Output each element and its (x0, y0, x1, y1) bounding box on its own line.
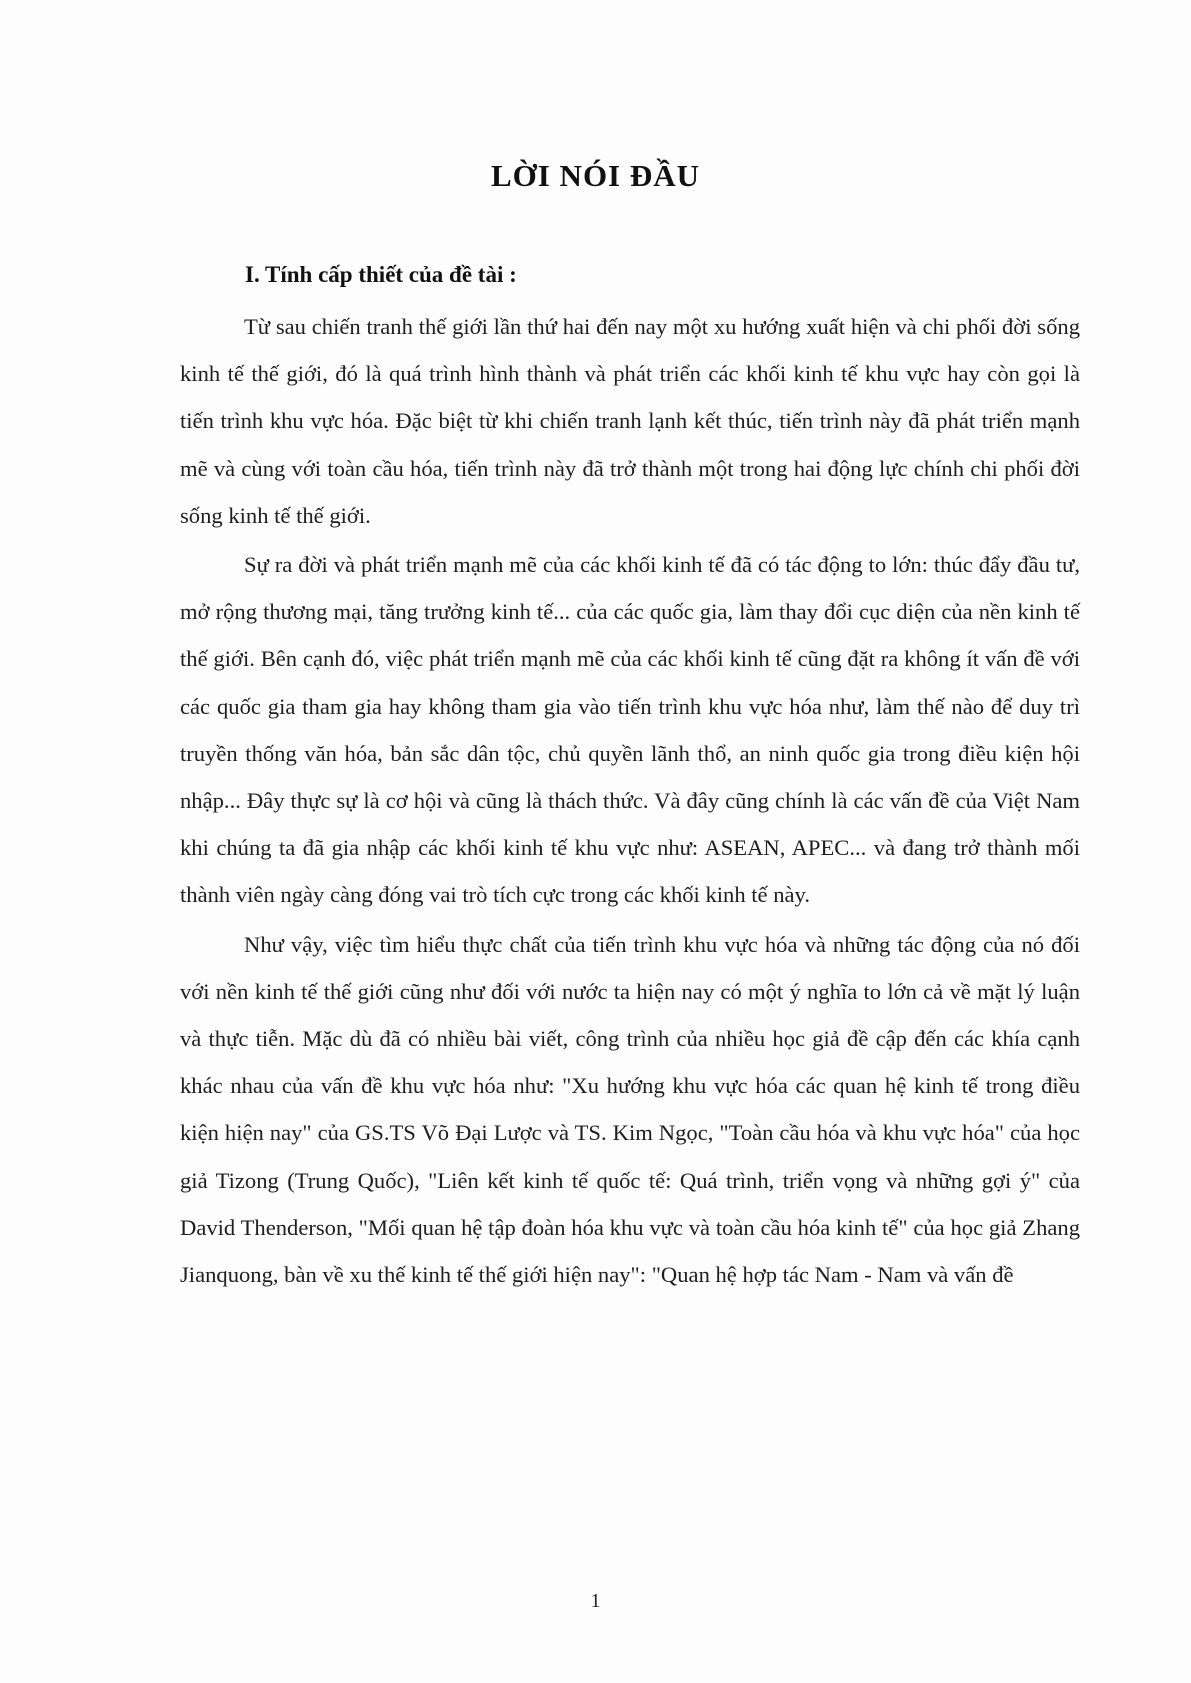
paragraph-2: Sự ra đời và phát triển mạnh mẽ của các khối kinh tế đã có tác động to lớn: thúc đẩy đầu tư, mở rộng thương mại, tăng trưởng kinh tế... của các quốc gia, làm thay đổi cục diện của nền kinh tế thế giới. Bên cạnh đó, việc phát triển mạnh mẽ của các khối kinh tế cũng đặt ra không ít vấn đề với các quốc gia tham gia hay không tham gia vào tiến trình khu vực hóa như, làm thế nào để duy trì truyền thống văn hóa, bản sắc dân tộc, chủ quyền lãnh thổ, an ninh quốc gia trong điều kiện hội nhập... Đây thực sự là cơ hội và cũng là thách thức. Và đây cũng chính là các vấn đề của Việt Nam khi chúng ta đã gia nhập các khối kinh tế khu vực như: ASEAN, APEC... và đang trở thành mối thành viên ngày càng đóng vai trò tích cực trong các khối kinh tế này. (180, 552, 1080, 908)
page-title: LỜI NÓI ĐẦU (490, 158, 701, 193)
page-number: 1 (590, 1590, 601, 1612)
body-text (180, 303, 1080, 1298)
section-heading: I. Tính cấp thiết của đề tài : (245, 262, 517, 287)
paragraph-3: Như vậy, việc tìm hiểu thực chất của tiến trình khu vực hóa và những tác động của nó đối với nền kinh tế thế giới cũng như đối với nước ta hiện nay có một ý nghĩa to lớn cả về mặt lý luận và thực tiễn. Mặc dù đã có nhiều bài viết, công trình của nhiều học giả đề cập đến các khía cạnh khác nhau của vấn đề khu vực hóa như: "Xu hướng khu vực hóa các quan hệ kinh tế trong điều kiện hiện nay" của GS.TS Võ Đại Lược và TS. Kim Ngọc, "Toàn cầu hóa và khu vực hóa" của học giả Tizong (Trung Quốc), "Liên kết kinh tế quốc tế: Quá trình, triển vọng và những gợi ý" của David Thenderson, "Mối quan hệ tập đoàn hóa khu vực và toàn cầu hóa kinh tế" của học giả Zhang Jianquong, bàn về xu thế kinh tế thế giới hiện nay": "Quan hệ hợp tác Nam - Nam và vấn đề (180, 931, 1080, 1288)
paragraph-1: Từ sau chiến tranh thế giới lần thứ hai đến nay một xu hướng xuất hiện và chi phối đời sống kinh tế thế giới, đó là quá trình hình thành và phát triển các khối kinh tế khu vực hay còn gọi là tiến trình khu vực hóa. Đặc biệt từ khi chiến tranh lạnh kết thúc, tiến trình này đã phát triển mạnh mẽ và cùng với toàn cầu hóa, tiến trình này đã trở thành một trong hai động lực chính chi phối đời sống kinh tế thế giới. (180, 314, 1080, 528)
